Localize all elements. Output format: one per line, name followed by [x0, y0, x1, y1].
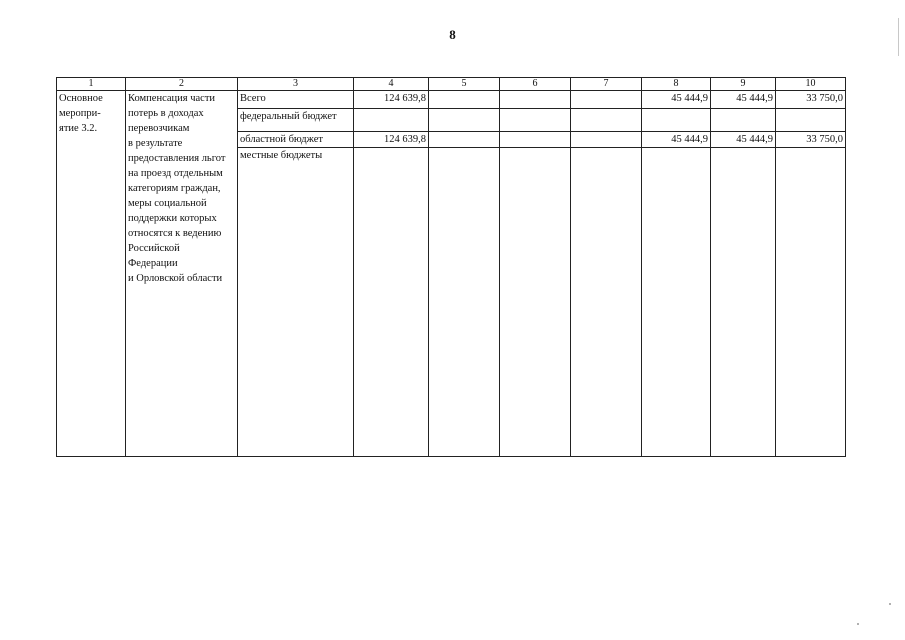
value-cell	[500, 148, 571, 457]
column-header: 2	[126, 78, 238, 91]
table-row	[57, 91, 846, 109]
column-header: 8	[642, 78, 711, 91]
column-header: 6	[500, 78, 571, 91]
value-cell	[500, 132, 571, 148]
value-cell	[776, 109, 846, 132]
value-cell: 124 639,8	[354, 132, 429, 148]
scan-speck	[857, 623, 859, 625]
value-cell	[776, 148, 846, 457]
value-cell: 45 444,9	[711, 132, 776, 148]
value-cell	[429, 91, 500, 109]
value-cell	[642, 109, 711, 132]
event-label-cell: Основное меропри- ятие 3.2.	[57, 91, 126, 457]
source-cell: Всего	[238, 91, 354, 109]
column-header: 10	[776, 78, 846, 91]
column-header: 1	[57, 78, 126, 91]
value-cell	[429, 132, 500, 148]
value-cell: 33 750,0	[776, 91, 846, 109]
value-cell	[500, 109, 571, 132]
value-cell: 33 750,0	[776, 132, 846, 148]
value-cell	[642, 148, 711, 457]
value-cell: 45 444,9	[642, 132, 711, 148]
column-header: 5	[429, 78, 500, 91]
column-header: 4	[354, 78, 429, 91]
source-cell: областной бюджет	[238, 132, 354, 148]
value-cell	[571, 109, 642, 132]
value-cell	[711, 148, 776, 457]
header-row	[57, 78, 846, 91]
column-header: 7	[571, 78, 642, 91]
value-cell	[500, 91, 571, 109]
value-cell: 45 444,9	[642, 91, 711, 109]
source-cell: местные бюджеты	[238, 148, 354, 457]
value-cell	[429, 109, 500, 132]
value-cell: 124 639,8	[354, 91, 429, 109]
scan-speck	[889, 603, 891, 605]
value-cell	[354, 148, 429, 457]
value-cell	[711, 109, 776, 132]
value-cell	[571, 148, 642, 457]
page-number: 8	[449, 27, 456, 42]
column-header: 3	[238, 78, 354, 91]
value-cell	[429, 148, 500, 457]
event-description-cell: Компенсация части потерь в доходах перевозчикам в результате предоставления льгот на проезд отдельным категориям граждан, меры социальной поддержки которых относятся к ведению Российской Федерации и Орловской области	[126, 91, 238, 457]
value-cell	[571, 91, 642, 109]
value-cell	[571, 132, 642, 148]
scan-edge-mark	[898, 18, 899, 56]
source-cell: федеральный бюджет	[238, 109, 354, 132]
value-cell: 45 444,9	[711, 91, 776, 109]
column-header: 9	[711, 78, 776, 91]
budget-table	[56, 77, 846, 457]
value-cell	[354, 109, 429, 132]
